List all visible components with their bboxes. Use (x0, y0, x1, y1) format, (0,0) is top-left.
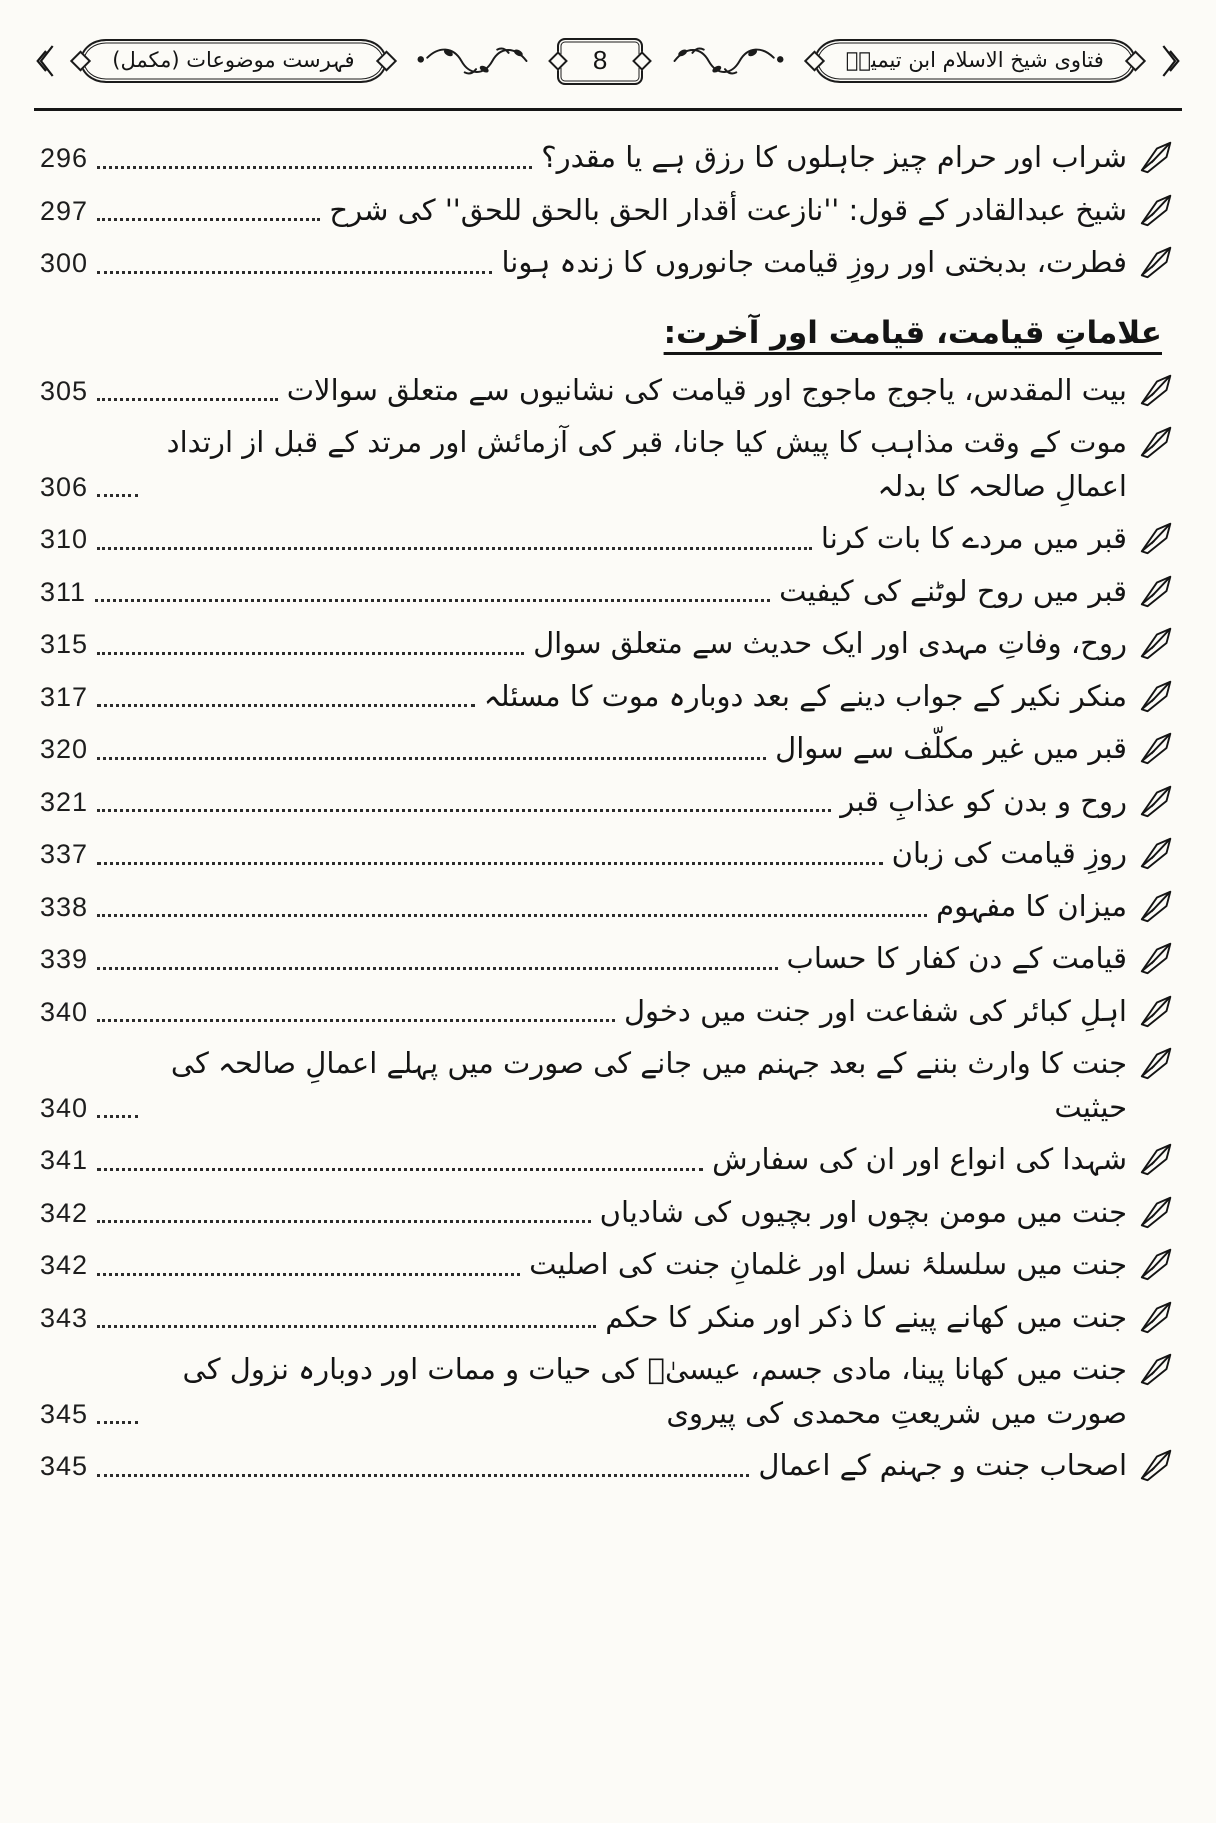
quill-icon (1136, 191, 1176, 231)
entry-title: قبر میں مردے کا بات کرنا (820, 521, 1127, 555)
entry-page-number: 305 (40, 375, 89, 406)
entry-title: جنت میں کھانے پینے کا ذکر اور منکر کا حکم (605, 1299, 1127, 1334)
index-title-cartouche (80, 39, 386, 83)
entry-title: موت کے وقت مذاہب کا پیش کیا جانا، قبر کی آزمائش اور مرتد کے قبل از ارتداد اعمالِ صالحہ کا بدلہ (166, 425, 1127, 503)
dotted-leader (97, 1019, 615, 1022)
toc-entry (40, 241, 1176, 285)
dotted-leader (97, 1220, 591, 1223)
entry-page-number: 306 (40, 471, 89, 502)
entry-page-number: 315 (40, 629, 89, 659)
quill-icon (1136, 1193, 1176, 1233)
quill-icon (1136, 572, 1176, 612)
quill-icon (1136, 1298, 1176, 1338)
toc-entry (40, 832, 1176, 876)
entry-page-number: 339 (40, 944, 89, 974)
quill-icon (1136, 138, 1176, 178)
quill-icon (1136, 939, 1176, 979)
toc-entry (40, 1296, 1176, 1340)
entry-title: بیت المقدس، یاجوج ماجوج اور قیامت کی نشانیوں سے متعلق سوالات (286, 372, 1127, 407)
entry-title: منکر نکیر کے جواب دینے کے بعد دوبارہ موت کا مسئلہ (483, 678, 1127, 713)
dotted-leader (97, 652, 524, 655)
entry-page-number: 343 (40, 1302, 89, 1333)
dotted-leader (97, 166, 532, 169)
entry-title: روح، وفاتِ مہدی اور ایک حدیث سے متعلق سوال (533, 626, 1127, 660)
entry-title: جنت میں مومن بچوں اور بچیوں کی شادیاں (599, 1194, 1127, 1229)
entry-page-number: 345 (40, 1398, 89, 1429)
entry-title: قبر میں غیر مکلّف سے سوال (775, 731, 1127, 765)
dotted-leader (97, 757, 766, 760)
quill-icon (1136, 1245, 1176, 1285)
quill-icon (1136, 371, 1176, 411)
section-heading: علاماتِ قیامت، قیامت اور آخرت: (663, 314, 1162, 351)
entry-page-number: 340 (40, 996, 89, 1027)
entry-page-number: 300 (40, 248, 89, 278)
entry-page-number: 310 (40, 524, 89, 554)
dotted-leader (97, 967, 777, 970)
entry-title: اصحاب جنت و جہنم کے اعمال (758, 1448, 1127, 1482)
toc-list (34, 111, 1182, 1488)
dotted-leader (97, 1115, 138, 1118)
entry-page-number: 320 (40, 734, 89, 764)
book-title: فتاوی شیخ الاسلام ابن تیمیہؒ (845, 48, 1104, 72)
entry-title: قیامت کے دن کفار کا حساب (786, 941, 1127, 975)
toc-entry (40, 369, 1176, 413)
dotted-leader (97, 547, 812, 550)
entry-title: قبر میں روح لوٹنے کی کیفیت (779, 573, 1127, 608)
entry-page-number: 338 (40, 891, 89, 922)
floral-ornament (411, 43, 533, 79)
entry-title: شہدا کی انواع اور ان کی سفارش (712, 1142, 1127, 1176)
entry-page-number: 317 (40, 681, 89, 712)
entry-page-number: 345 (40, 1451, 89, 1481)
toc-entry (40, 1348, 1176, 1435)
dotted-leader (97, 704, 475, 707)
entry-page-number: 321 (40, 786, 89, 817)
dotted-leader (97, 1168, 703, 1171)
entry-title: جنت میں کھانا پینا، مادی جسم، عیسیٰؑ کی حیات و ممات اور دوبارہ نزول کی صورت میں شریعتِ محمدی کی پیروی (182, 1352, 1127, 1430)
entry-page-number: 340 (40, 1092, 89, 1123)
quill-icon (1136, 782, 1176, 822)
quill-icon (1136, 519, 1176, 559)
edge-ornament-right (1160, 42, 1180, 80)
toc-entry (40, 1444, 1176, 1488)
entry-title: جنت میں سلسلۂ نسل اور غلمانِ جنت کی اصلیت (529, 1247, 1127, 1281)
toc-entry (40, 990, 1176, 1034)
quill-icon (1136, 992, 1176, 1032)
page-header (34, 22, 1182, 100)
toc-entry (40, 622, 1176, 666)
quill-icon (1136, 887, 1176, 927)
toc-entry (40, 1191, 1176, 1235)
entry-page-number: 341 (40, 1145, 89, 1175)
toc-entry (40, 570, 1176, 614)
quill-icon (1136, 423, 1176, 463)
entry-title: میزان کا مفہوم (936, 888, 1127, 923)
edge-ornament-left (36, 42, 56, 80)
quill-icon (1136, 243, 1176, 283)
dotted-leader (97, 1421, 138, 1424)
toc-entry (40, 1042, 1176, 1129)
dotted-leader (97, 218, 320, 221)
dotted-leader (97, 1474, 749, 1477)
entry-title: جنت کا وارث بننے کے بعد جہنم میں جانے کی صورت میں پہلے اعمالِ صالحہ کی حیثیت (170, 1046, 1127, 1124)
dotted-leader (97, 914, 927, 917)
entry-page-number: 311 (40, 576, 87, 607)
toc-entry (40, 885, 1176, 929)
index-title: فہرست موضوعات (مکمل) (112, 48, 355, 72)
dotted-leader (97, 1273, 520, 1276)
quill-icon (1136, 1350, 1176, 1390)
toc-entry (40, 1138, 1176, 1182)
dotted-leader (97, 271, 492, 274)
dotted-leader (97, 494, 138, 497)
floral-ornament (668, 43, 790, 79)
entry-title: روزِ قیامت کی زبان (891, 836, 1127, 870)
dotted-leader (97, 862, 883, 865)
toc-entry (40, 675, 1176, 719)
dotted-leader (97, 398, 278, 401)
quill-icon (1136, 1446, 1176, 1486)
entry-page-number: 342 (40, 1197, 89, 1228)
quill-icon (1136, 677, 1176, 717)
toc-entry (40, 517, 1176, 561)
toc-entry (40, 136, 1176, 180)
entry-title: اہلِ کبائر کی شفاعت اور جنت میں دخول (623, 993, 1127, 1028)
entry-title: شراب اور حرام چیز جاہلوں کا رزق ہے یا مقدر؟ (541, 140, 1127, 174)
dotted-leader (97, 809, 831, 812)
toc-entry (40, 189, 1176, 233)
quill-icon (1136, 624, 1176, 664)
entry-page-number: 296 (40, 143, 89, 173)
quill-icon (1136, 1140, 1176, 1180)
toc-entry (40, 727, 1176, 771)
toc-entry (40, 780, 1176, 824)
entry-title: روح و بدن کو عذابِ قبر (840, 783, 1127, 818)
entry-page-number: 337 (40, 839, 89, 869)
toc-entry (40, 1243, 1176, 1287)
entry-page-number: 297 (40, 195, 89, 226)
quill-icon (1136, 834, 1176, 874)
entry-page-number: 342 (40, 1250, 89, 1280)
dotted-leader (97, 1325, 596, 1328)
toc-entry (40, 421, 1176, 508)
dotted-leader (95, 599, 770, 602)
entry-title: فطرت، بدبختی اور روزِ قیامت جانوروں کا زندہ ہونا (501, 245, 1127, 279)
entry-title: شیخ عبدالقادر کے قول: ''نازعت أقدار الحق بالحق للحق'' کی شرح (329, 192, 1127, 227)
quill-icon (1136, 729, 1176, 769)
page-number: 8 (592, 44, 608, 75)
toc-entry (40, 937, 1176, 981)
book-title-cartouche (814, 39, 1136, 83)
quill-icon (1136, 1044, 1176, 1084)
page-number-frame (557, 38, 643, 85)
